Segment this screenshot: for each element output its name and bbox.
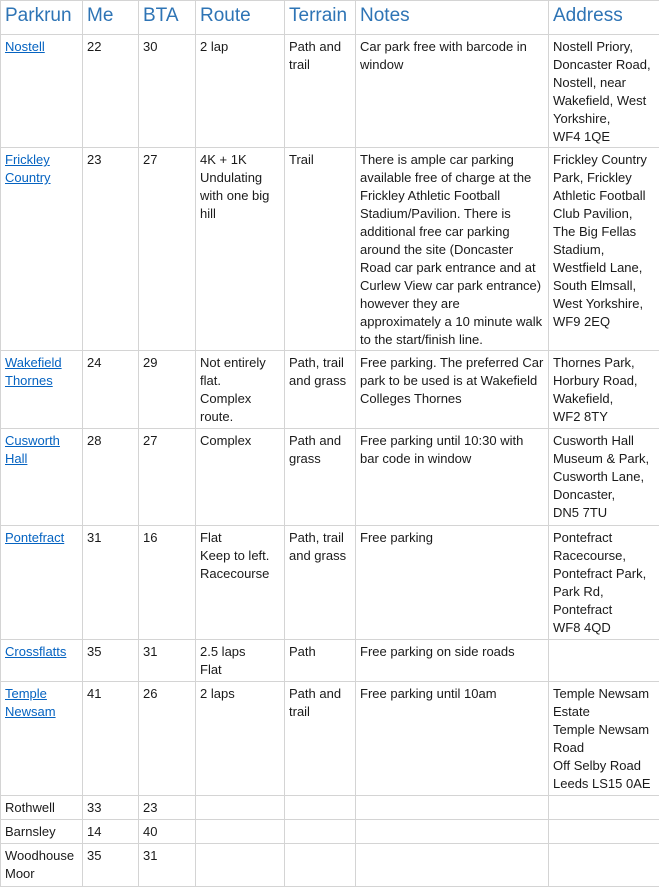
cell-parkrun	[1, 429, 83, 526]
cell-me: 35	[83, 640, 139, 682]
cell-address: Pontefract Racecourse, Pontefract Park, Park Rd, Pontefract WF8 4QD	[549, 526, 659, 640]
cell-parkrun	[1, 640, 83, 682]
cell-me: 23	[83, 148, 139, 351]
table-row	[1, 820, 659, 844]
cell-route: Flat Keep to left. Racecourse	[196, 526, 285, 640]
table-row	[1, 429, 659, 526]
cell-route	[196, 796, 285, 820]
cell-me: 14	[83, 820, 139, 844]
cell-route: Not entirely flat. Complex route.	[196, 351, 285, 429]
cell-parkrun	[1, 796, 83, 820]
cell-route: 2 laps	[196, 682, 285, 796]
cell-bta: 40	[139, 820, 196, 844]
parkrun-link[interactable]: Pontefract	[5, 530, 65, 545]
cell-route: 4K + 1K Undulating with one big hill	[196, 148, 285, 351]
cell-bta: 26	[139, 682, 196, 796]
cell-address: Thornes Park, Horbury Road, Wakefield, WF2 8TY	[549, 351, 659, 429]
cell-notes: Free parking on side roads	[356, 640, 549, 682]
cell-terrain: Trail	[285, 148, 356, 351]
cell-notes	[356, 796, 549, 820]
cell-address: Temple Newsam Estate Temple Newsam Road Off Selby Road Leeds LS15 0AE	[549, 682, 659, 796]
cell-address	[549, 844, 659, 887]
cell-terrain: Path, trail and grass	[285, 526, 356, 640]
cell-parkrun	[1, 682, 83, 796]
cell-address	[549, 820, 659, 844]
cell-notes: There is ample car parking available free of charge at the Frickley Athletic Football Stadium/Pavilion. There is additional free car parking around the site (Doncaster Road car park entrance and at Curlew View car park entrance) however they are approximately a 10 minute walk to the start/finish line.	[356, 148, 549, 351]
table-row	[1, 640, 659, 682]
parkrun-link[interactable]: Cusworth Hall	[5, 433, 60, 466]
table-row	[1, 35, 659, 148]
table-row	[1, 796, 659, 820]
table-row	[1, 148, 659, 351]
cell-parkrun	[1, 35, 83, 148]
parkrun-link[interactable]: Frickley Country	[5, 152, 51, 185]
cell-parkrun	[1, 526, 83, 640]
cell-notes: Free parking until 10am	[356, 682, 549, 796]
header-terrain: Terrain	[285, 1, 356, 35]
cell-me: 31	[83, 526, 139, 640]
cell-bta: 27	[139, 429, 196, 526]
header-me: Me	[83, 1, 139, 35]
cell-parkrun	[1, 844, 83, 887]
header-notes: Notes	[356, 1, 549, 35]
cell-terrain: Path and trail	[285, 682, 356, 796]
cell-address	[549, 640, 659, 682]
cell-notes: Free parking	[356, 526, 549, 640]
cell-parkrun	[1, 148, 83, 351]
cell-terrain: Path, trail and grass	[285, 351, 356, 429]
cell-notes: Car park free with barcode in window	[356, 35, 549, 148]
parkrun-name: Barnsley	[5, 824, 56, 839]
cell-address: Cusworth Hall Museum & Park, Cusworth Lane, Doncaster, DN5 7TU	[549, 429, 659, 526]
cell-bta: 29	[139, 351, 196, 429]
cell-terrain	[285, 844, 356, 887]
cell-bta: 31	[139, 640, 196, 682]
cell-terrain: Path	[285, 640, 356, 682]
header-bta: BTA	[139, 1, 196, 35]
cell-address: Nostell Priory, Doncaster Road, Nostell, near Wakefield, West Yorkshire, WF4 1QE	[549, 35, 659, 148]
parkrun-name: Woodhouse Moor	[5, 848, 75, 881]
cell-me: 33	[83, 796, 139, 820]
cell-notes: Free parking until 10:30 with bar code in window	[356, 429, 549, 526]
cell-route: Complex	[196, 429, 285, 526]
parkrun-name: Rothwell	[5, 800, 55, 815]
table-body	[1, 35, 659, 887]
cell-me: 41	[83, 682, 139, 796]
cell-bta: 23	[139, 796, 196, 820]
table-row	[1, 844, 659, 887]
table-row	[1, 682, 659, 796]
cell-terrain: Path and grass	[285, 429, 356, 526]
table-row	[1, 351, 659, 429]
cell-parkrun	[1, 351, 83, 429]
cell-terrain	[285, 820, 356, 844]
cell-address: Frickley Country Park, Frickley Athletic Football Club Pavilion, The Big Fellas Stadium, Westfield Lane, South Elmsall, West Yorkshire, WF9 2EQ	[549, 148, 659, 351]
cell-address	[549, 796, 659, 820]
table-row	[1, 526, 659, 640]
header-parkrun: Parkrun	[1, 1, 83, 35]
cell-bta: 30	[139, 35, 196, 148]
parkrun-link[interactable]: Temple Newsam	[5, 686, 56, 719]
cell-route: 2 lap	[196, 35, 285, 148]
cell-me: 35	[83, 844, 139, 887]
cell-parkrun	[1, 820, 83, 844]
cell-terrain: Path and trail	[285, 35, 356, 148]
cell-bta: 16	[139, 526, 196, 640]
cell-notes: Free parking. The preferred Car park to be used is at Wakefield Colleges Thornes	[356, 351, 549, 429]
cell-route	[196, 844, 285, 887]
cell-route	[196, 820, 285, 844]
cell-bta: 31	[139, 844, 196, 887]
cell-terrain	[285, 796, 356, 820]
parkrun-link[interactable]: Nostell	[5, 39, 45, 54]
header-row	[1, 1, 659, 35]
cell-bta: 27	[139, 148, 196, 351]
cell-notes	[356, 844, 549, 887]
parkrun-link[interactable]: Crossflatts	[5, 644, 67, 659]
cell-notes	[356, 820, 549, 844]
cell-me: 28	[83, 429, 139, 526]
cell-me: 24	[83, 351, 139, 429]
header-address: Address	[549, 1, 659, 35]
header-route: Route	[196, 1, 285, 35]
cell-me: 22	[83, 35, 139, 148]
parkrun-link[interactable]: Wakefield Thornes	[5, 355, 62, 388]
cell-route: 2.5 laps Flat	[196, 640, 285, 682]
